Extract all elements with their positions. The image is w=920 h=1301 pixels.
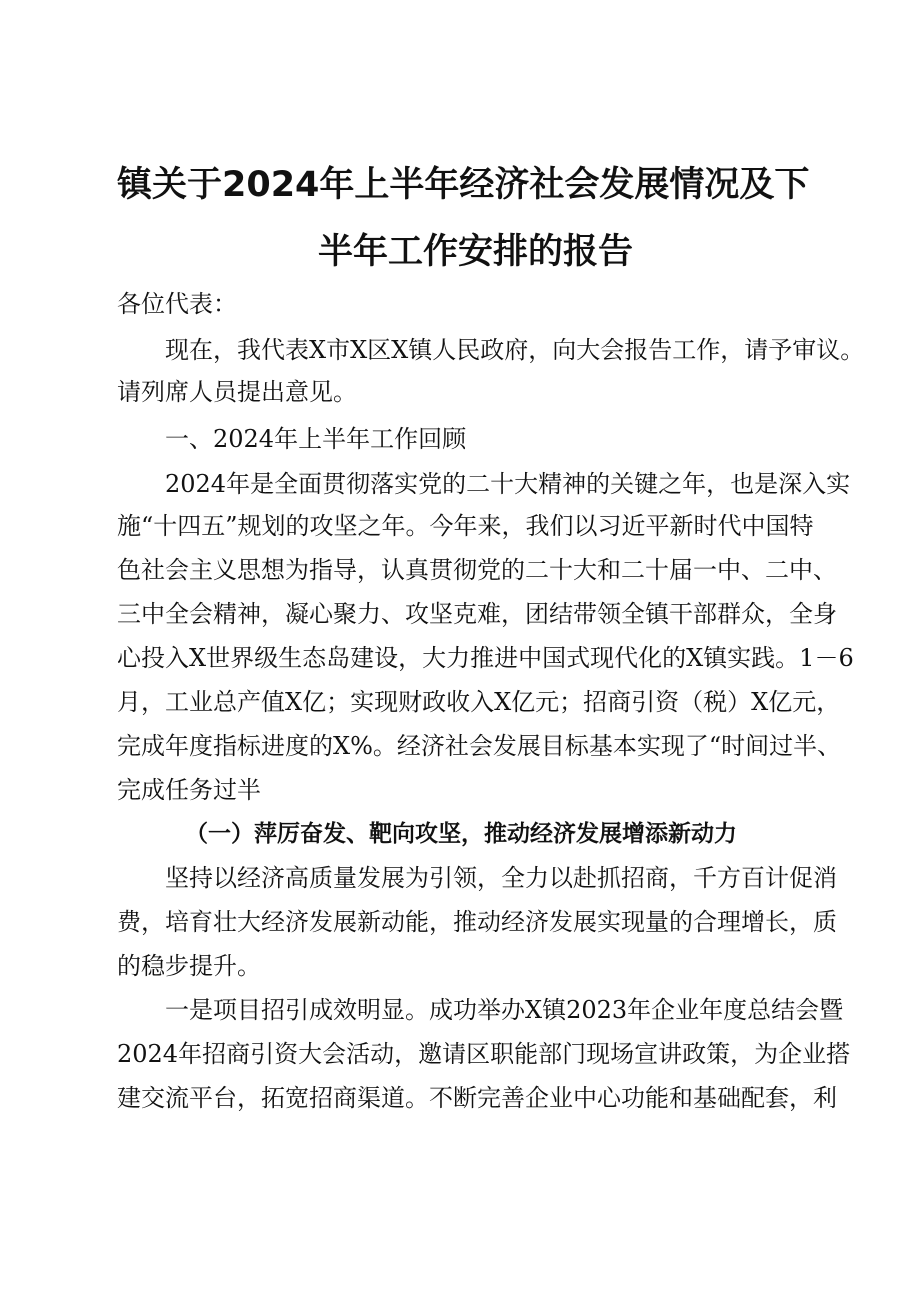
paragraph-line: 月，工业总产值X亿；实现财政收入X亿元；招商引资（税）X亿元， [117, 688, 841, 716]
intro-line: 现在，我代表X市X区X镇人民政府，向大会报告工作，请予审议。 [165, 336, 865, 364]
salutation: 各位代表： [117, 290, 237, 318]
document-title-line-2: 半年工作安排的报告 [318, 232, 634, 272]
paragraph-line: 的稳步提升。 [117, 952, 261, 980]
paragraph-line: 建交流平台，拓宽招商渠道。不断完善企业中心功能和基础配套，利 [117, 1084, 837, 1112]
paragraph-line: 三中全会精神，凝心聚力、攻坚克难，团结带领全镇干部群众，全身 [117, 600, 837, 628]
paragraph-line: 心投入X世界级生态岛建设，大力推进中国式现代化的X镇实践。1－6 [117, 644, 854, 672]
paragraph-line: 2024年是全面贯彻落实党的二十大精神的关键之年，也是深入实 [165, 470, 851, 498]
subsection-heading: （一）萍厉奋发、靶向攻坚，推动经济发展增添新动力 [185, 821, 737, 847]
section-heading: 一、2024年上半年工作回顾 [165, 425, 467, 453]
paragraph-line: 施“十四五”规划的攻坚之年。今年来，我们以习近平新时代中国特 [117, 512, 814, 540]
paragraph-line: 完成年度指标进度的X%。经济社会发展目标基本实现了“时间过半、 [117, 732, 842, 760]
paragraph-line: 完成任务过半 [117, 776, 261, 804]
paragraph-line: 坚持以经济高质量发展为引领，全力以赴抓招商，千方百计促消 [165, 864, 837, 892]
paragraph-line: 色社会主义思想为指导，认真贯彻党的二十大和二十届一中、二中、 [117, 556, 837, 584]
paragraph-line: 一是项目招引成效明显。成功举办X镇2023年企业年度总结会暨 [165, 996, 844, 1024]
document-title-line-1: 镇关于2024年上半年经济社会发展情况及下 [117, 165, 810, 205]
paragraph-line: 2024年招商引资大会活动，邀请区职能部门现场宣讲政策，为企业搭 [117, 1040, 851, 1068]
intro-line: 请列席人员提出意见。 [117, 378, 357, 406]
paragraph-line: 费，培育壮大经济发展新动能，推动经济发展实现量的合理增长，质 [117, 908, 837, 936]
